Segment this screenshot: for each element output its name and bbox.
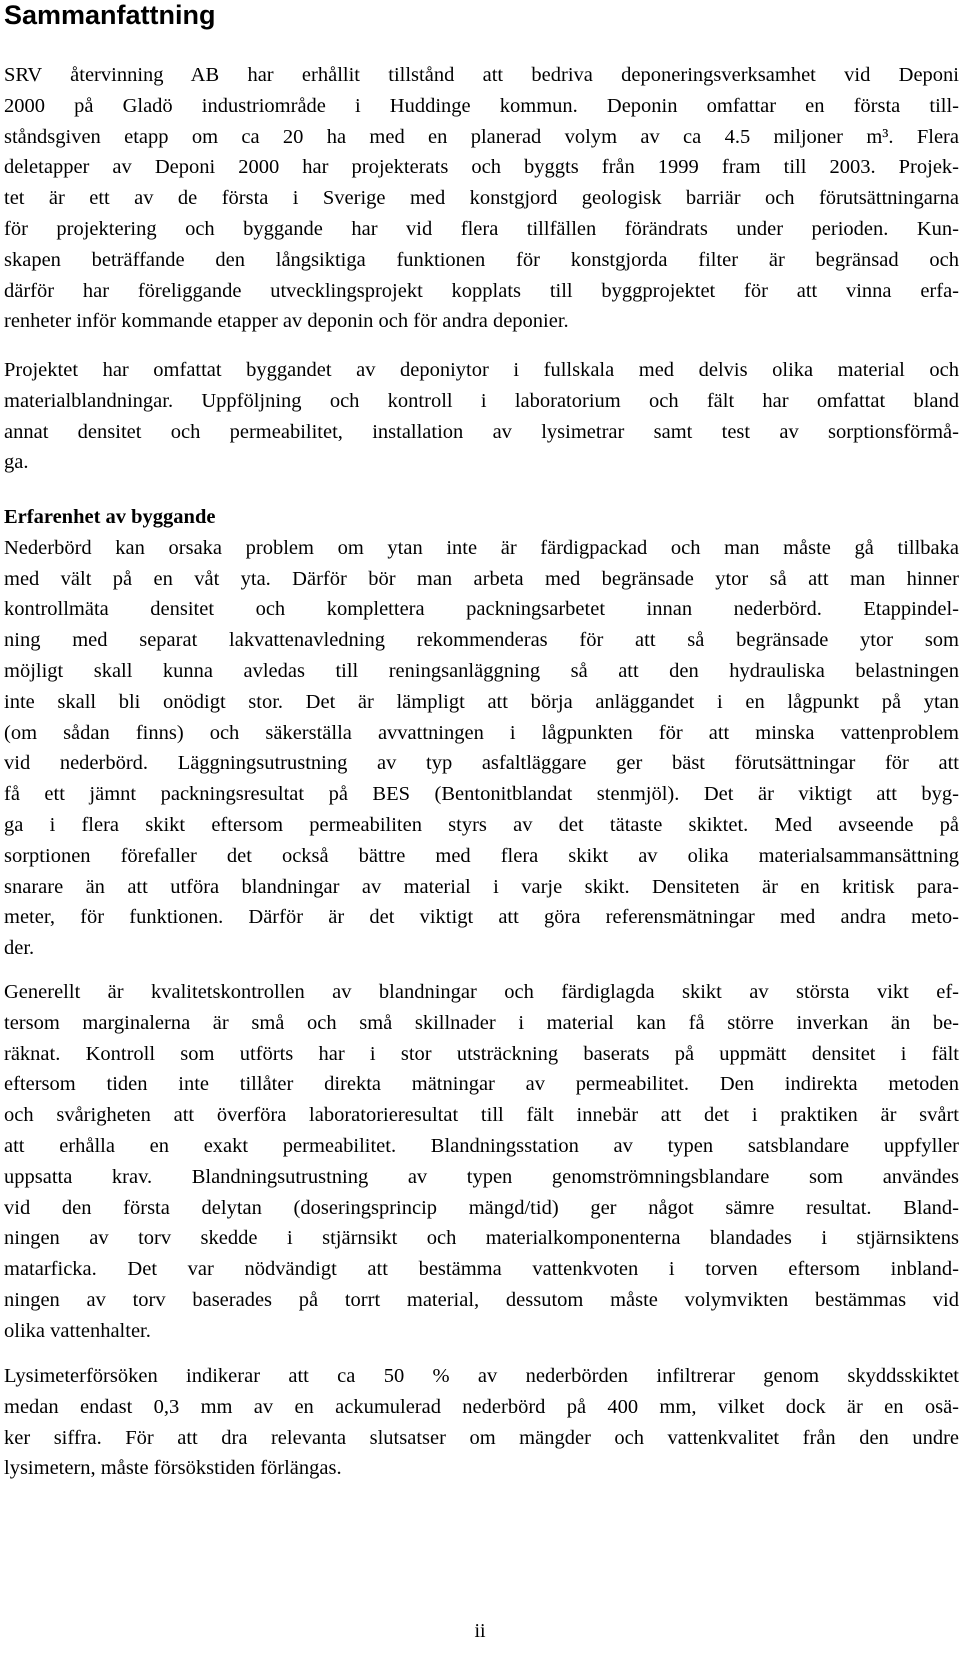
text-line: möjligt skall kunna avledas till reningsanläggning så att den hydrauliska belastningen	[4, 659, 959, 682]
page-number: ii	[474, 1620, 486, 1642]
text-line: ståndsgiven etapp om ca 20 ha med en planerad volym av ca 4.5 miljoner m³. Flera	[4, 125, 959, 148]
text-line: räknat. Kontroll som utförts har i stor utsträckning baserats på uppmätt densitet i fält	[4, 1042, 959, 1065]
text-line: därför har föreliggande utvecklingsprojekt kopplats till byggprojektet för att vinna erfa-	[4, 279, 959, 302]
text-line: snarare än att utföra blandningar av material i varje skikt. Densiteten är en kritisk para-	[4, 875, 959, 898]
text-line: vid nederbörd. Läggningsutrustning av typ asfaltläggare ger bäst förutsättningar för att	[4, 752, 959, 775]
text-line: Projektet har omfattat byggandet av deponiytor i fullskala med delvis olika material och	[4, 359, 959, 381]
text-line: Nederbörd kan orsaka problem om ytan inte är färdigpackad och man måste gå tillbaka	[4, 536, 959, 559]
text-line: och svårigheten att överföra laboratorieresultat till fält innebär att det i praktiken är svårt	[4, 1104, 959, 1127]
text-line: för projektering och byggande har vid flera tillfällen förändrats under perioden. Kun-	[4, 217, 959, 240]
text-line: vid den första delytan (doseringsprincip mängd/tid) ger något sämre resultat. Bland-	[4, 1196, 959, 1219]
section-heading: Sammanfattning	[4, 0, 216, 30]
subheading: Erfarenhet av byggande	[4, 506, 216, 528]
text-line: eftersom tiden inte tillåter direkta mätningar av permeabilitet. Den indirekta metoden	[4, 1073, 959, 1096]
text-line: lysimetern, måste försökstiden förlängas.	[4, 1457, 342, 1480]
text-line: SRV återvinning AB har erhållit tillstånd att bedriva deponeringsverksamhet vid Deponi	[4, 64, 959, 86]
paragraph-construction-experience	[4, 502, 959, 964]
text-line: Lysimeterförsöken indikerar att ca 50 % av nederbörden infiltrerar genom skyddsskiktet	[4, 1365, 959, 1387]
text-line: 2000 på Gladö industriområde i Huddinge kommun. Deponin omfattar en första till-	[4, 94, 959, 117]
text-line: (om sådan finns) och säkerställa avvattningen i lågpunkten för att minska vattenproblem	[4, 721, 959, 744]
text-line: deletapper av Deponi 2000 har projekterats och byggts från 1999 fram till 2003. Projek-	[4, 156, 959, 179]
text-line: medan endast 0,3 mm av en ackumulerad nederbörd på 400 mm, vilket dock är en osä-	[4, 1395, 959, 1418]
text-line: renheter inför kommande etapper av deponin och för andra deponier.	[4, 310, 569, 333]
text-line: ningen av torv baserades på torrt material, dessutom måste volymvikten bestämmas vid	[4, 1288, 959, 1311]
text-line: med vält på en våt yta. Därför bör man arbeta med begränsade ytor så att man hinner	[4, 567, 959, 590]
text-line: matarficka. Det var nödvändigt att bestämma vattenkvoten i torven eftersom inbland-	[4, 1258, 959, 1281]
text-line: meter, för funktionen. Därför är det viktigt att göra referensmätningar med andra meto-	[4, 906, 959, 929]
text-line: tersom marginalerna är små och små skillnader i material kan få större inverkan än be-	[4, 1011, 959, 1034]
text-line: ga.	[4, 451, 29, 474]
text-line: uppsatta krav. Blandningsutrustning av typen genomströmningsblandare som användes	[4, 1165, 959, 1188]
text-line: att erhålla en exakt permeabilitet. Blandningsstation av typen satsblandare uppfyller	[4, 1134, 959, 1157]
text-line: tet är ett av de första i Sverige med konstgjord geologisk barriär och förutsättningarna	[4, 187, 959, 210]
text-line: annat densitet och permeabilitet, installation av lysimetrar samt test av sorptionsförmå-	[4, 420, 959, 443]
text-line: Generellt är kvalitetskontrollen av blandningar och färdiglagda skikt av största vikt ef-	[4, 981, 959, 1003]
text-line: skapen beträffande den långsiktiga funktionen för konstgjorda filter är begränsad och	[4, 248, 959, 271]
text-line: ning med separat lakvattenavledning rekommenderas för att så begränsade ytor som	[4, 629, 959, 652]
text-line: ga i flera skikt eftersom permeabiliten styrs av det tätaste skiktet. Med avseende på	[4, 813, 959, 836]
text-line: få ett jämnt packningsresultat på BES (Bentonitblandat stenmjöl). Det är viktigt att byg-	[4, 783, 959, 806]
paragraph-lysimeter	[4, 1361, 959, 1484]
text-line: der.	[4, 937, 35, 960]
paragraph-quality-control	[4, 977, 959, 1347]
paragraph-project-scope	[4, 355, 959, 478]
text-line: ningen av torv skedde i stjärnsikt och materialkomponenterna blandades i stjärnsiktens	[4, 1227, 959, 1250]
text-line: sorptionen förefaller det också bättre med flera skikt av olika materialsammansättning	[4, 844, 959, 867]
text-line: inte skall bli onödigt stor. Det är lämpligt att börja anläggandet i en lågpunkt på ytan	[4, 690, 959, 713]
text-line: kontrollmäta densitet och komplettera packningsarbetet innan nederbörd. Etappindel-	[4, 598, 959, 621]
paragraph-intro	[4, 60, 959, 337]
text-line: olika vattenhalter.	[4, 1319, 151, 1342]
text-line: materialblandningar. Uppföljning och kontroll i laboratorium och fält har omfattat bland	[4, 389, 959, 412]
text-line: ker siffra. För att dra relevanta slutsatser om mängder och vattenkvalitet från den undre	[4, 1426, 959, 1449]
